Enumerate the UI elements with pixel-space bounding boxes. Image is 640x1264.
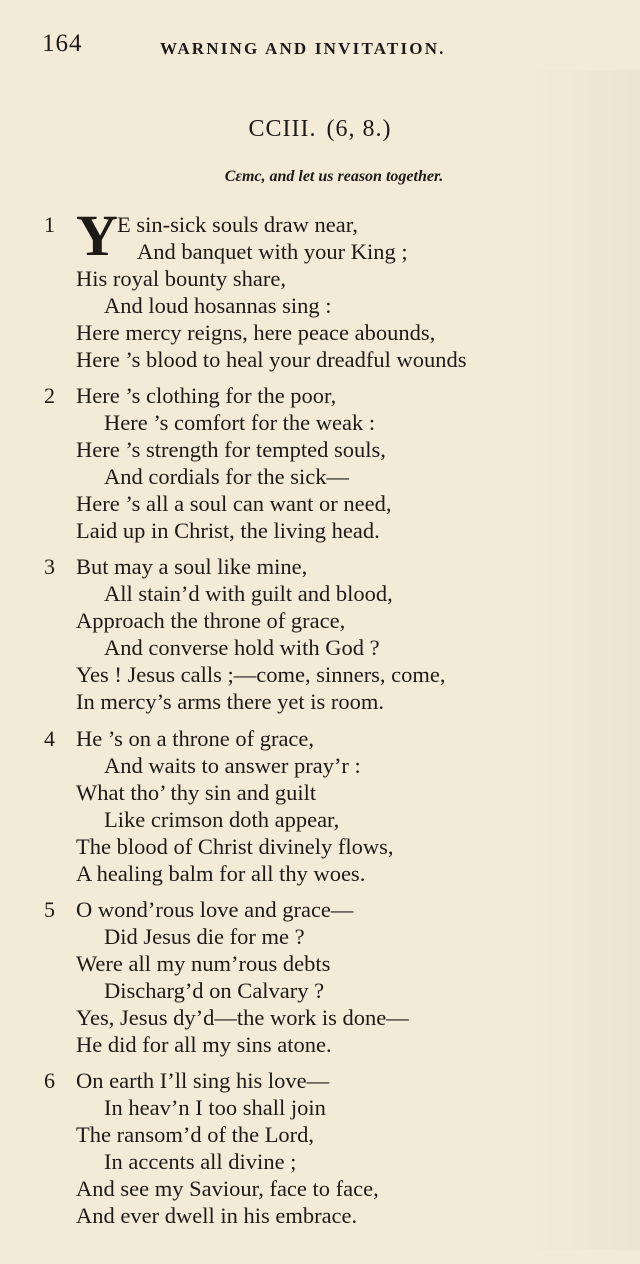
hymn-heading (0, 116, 640, 143)
bleed-through-shading (520, 70, 640, 1250)
verse-line: Like crimson doth appear, (104, 807, 340, 832)
verse-line: Approach the throne of grace, (76, 608, 346, 633)
verse-line: Did Jesus die for me ? (104, 924, 305, 949)
verse-line: Yes ! Jesus calls ;—come, sinners, come, (76, 662, 446, 687)
hymn-epigraph: Cεmc, and let us reason together. (224, 168, 444, 185)
verse-line: The blood of Christ divinely flows, (76, 834, 394, 859)
verse-line: And converse hold with God ? (104, 635, 380, 660)
section-title: WARNING AND INVITATION. (160, 39, 446, 58)
verse-line: Here ’s blood to heal your dreadful wounds (76, 347, 467, 372)
verse-line: All stain’d with guilt and blood, (104, 581, 393, 606)
verse-line: Here ’s all a soul can want or need, (76, 491, 392, 516)
verse-line: His royal bounty share, (76, 266, 286, 291)
verse-line: He did for all my sins atone. (76, 1032, 332, 1057)
verse-line: In heav’n I too shall join (104, 1095, 326, 1120)
verse-line: Here ’s strength for tempted souls, (76, 437, 386, 462)
verse-line: A healing balm for all thy woes. (76, 861, 366, 886)
verse-line: Here ’s comfort for the weak : (104, 410, 376, 435)
stanza-number: 1 (44, 212, 55, 237)
stanza-number: 2 (44, 383, 55, 408)
verse-line: Here mercy reigns, here peace abounds, (76, 320, 436, 345)
verse-line: In mercy’s arms there yet is room. (76, 689, 385, 714)
verse-line: What tho’ thy sin and guilt (76, 780, 317, 805)
running-head (42, 30, 602, 70)
verse-line: But may a soul like mine, (76, 554, 308, 579)
verse-line: The ransom’d of the Lord, (76, 1122, 315, 1147)
verse-line: Laid up in Christ, the living head. (76, 518, 380, 543)
verse-line: On earth I’ll sing his love— (76, 1068, 330, 1093)
verse-line: E sin-sick souls draw near, (117, 212, 358, 237)
verse-line: And ever dwell in his embrace. (76, 1203, 358, 1228)
verse-line: And see my Saviour, face to face, (76, 1176, 379, 1201)
verse-line: Here ’s clothing for the poor, (76, 383, 337, 408)
stanza-number: 3 (44, 554, 55, 579)
verse-line: In accents all divine ; (104, 1149, 297, 1174)
verse-line: He ’s on a throne of grace, (76, 726, 315, 751)
hymn-number: CCIII. (248, 116, 317, 142)
verse-line: Were all my num’rous debts (76, 951, 331, 976)
verse-line: Yes, Jesus dy’d—the work is done— (76, 1005, 409, 1030)
drop-cap: Y (76, 203, 118, 268)
hymn-meter: (6, 8.) (326, 116, 392, 142)
verse-line: And waits to answer pray’r : (104, 753, 361, 778)
stanza-number: 5 (44, 897, 55, 922)
verse-line: And banquet with your King ; (137, 239, 408, 264)
verse-line: Discharg’d on Calvary ? (104, 978, 325, 1003)
verse-line: And loud hosannas sing : (104, 293, 332, 318)
stanza-number: 6 (44, 1068, 55, 1093)
page-number: 164 (42, 30, 83, 57)
stanza-number: 4 (44, 726, 55, 751)
verse-line: And cordials for the sick— (104, 464, 349, 489)
verse-line: O wond’rous love and grace— (76, 897, 354, 922)
